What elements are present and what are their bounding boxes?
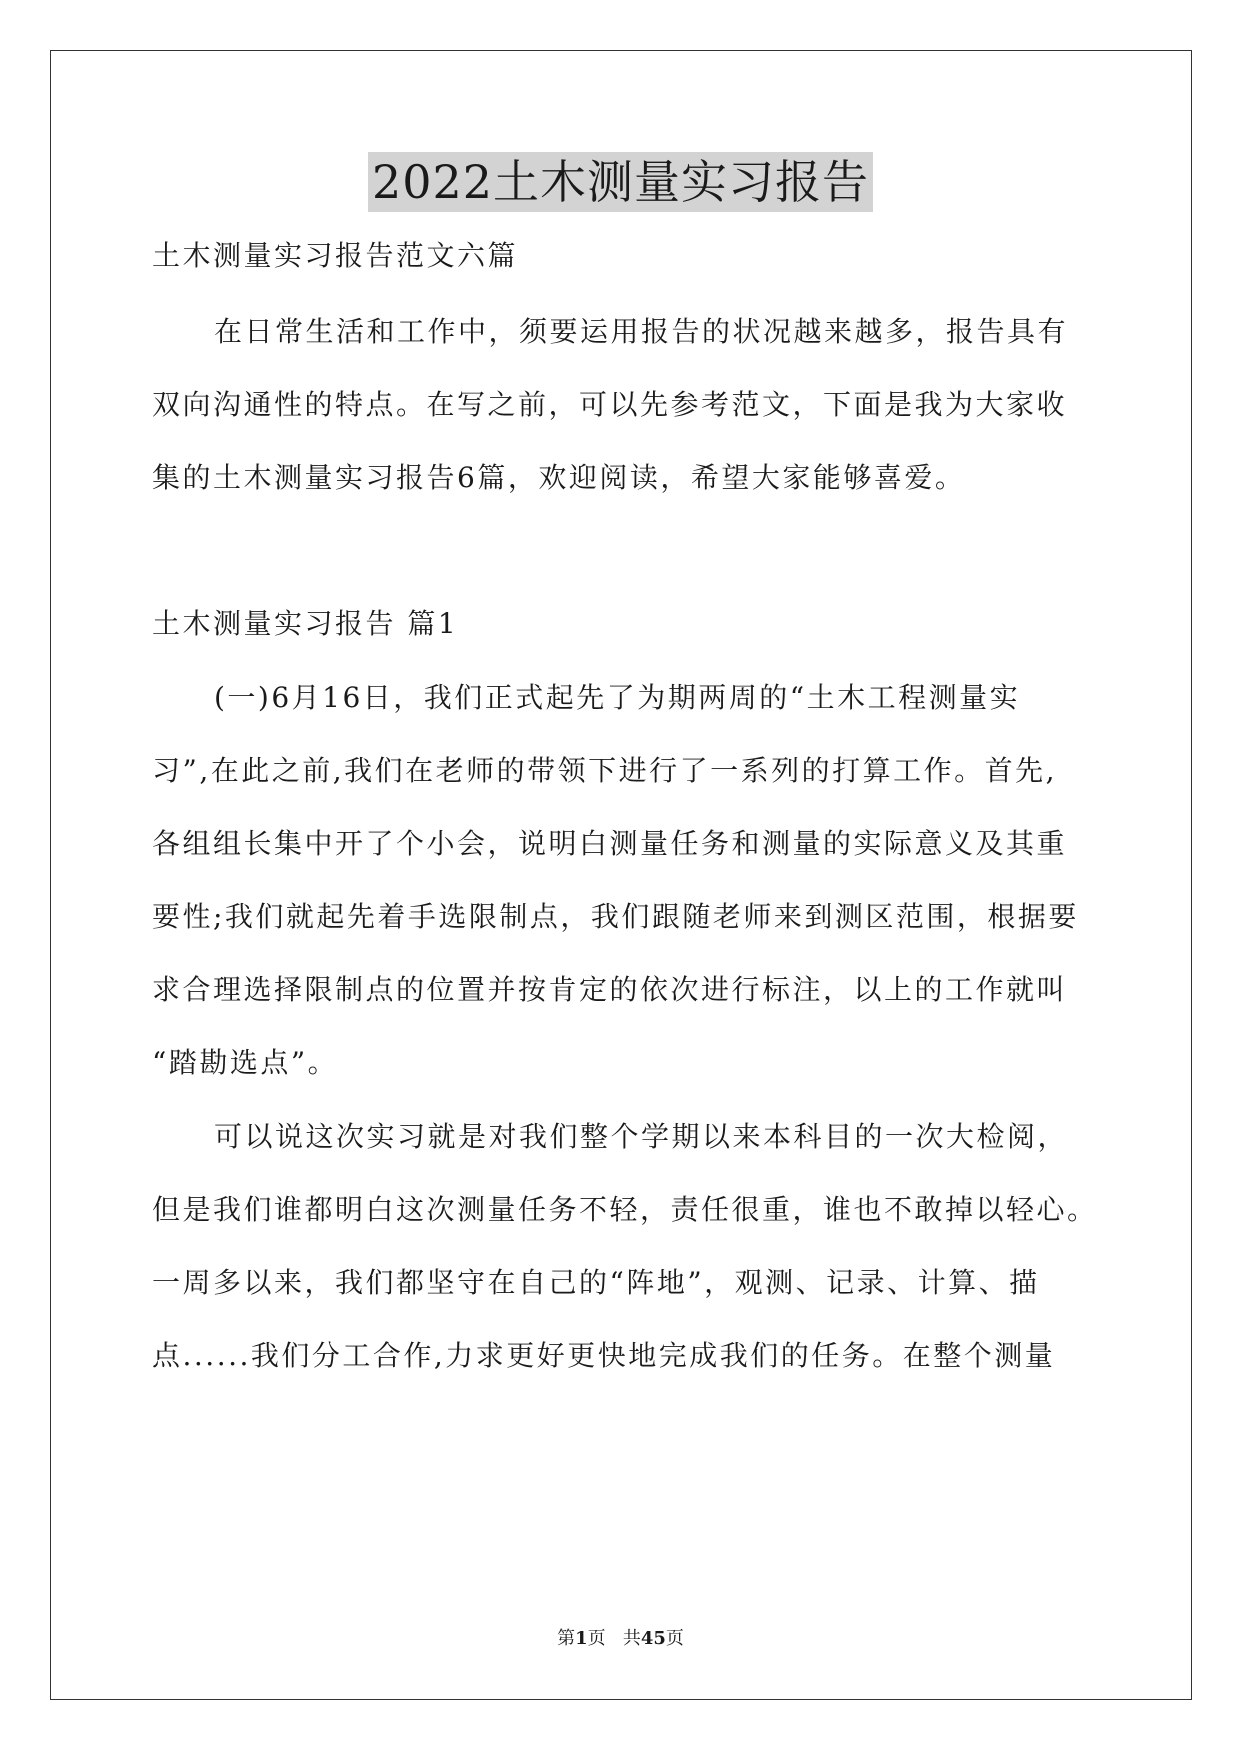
intro-line-3: 集的土木测量实习报告6篇，欢迎阅读，希望大家能够喜爱。: [152, 461, 966, 494]
paragraph1-line-6: “踏勘选点”。: [152, 1046, 339, 1079]
paragraph2-line-3: 一周多以来，我们都坚守在自己的“阵地”，观测、记录、计算、描: [152, 1266, 1040, 1299]
intro-line-2: 双向沟通性的特点。在写之前，可以先参考范文，下面是我为大家收: [152, 388, 1068, 421]
paragraph1-line-1: (一)6月16日，我们正式起先了为期两周的“土木工程测量实: [214, 681, 1021, 714]
paragraph2-line-1: 可以说这次实习就是对我们整个学期以来本科目的一次大检阅，: [214, 1120, 1069, 1153]
footer-page-prefix: 第: [557, 1628, 576, 1649]
footer-page-number: 1: [575, 1628, 588, 1649]
document-title: [0, 152, 1241, 212]
paragraph1-line-5: 求合理选择限制点的位置并按肯定的依次进行标注，以上的工作就叫: [152, 973, 1068, 1006]
paragraph1-line-2: 习”,在此之前,我们在老师的带领下进行了一系列的打算工作。首先,: [152, 754, 1058, 787]
footer-total-prefix: 共: [622, 1628, 641, 1649]
page-border: [50, 50, 1192, 1700]
paragraph2-line-4: 点......我们分工合作,力求更好更快地完成我们的任务。在整个测量: [152, 1339, 1056, 1372]
document-subtitle: 土木测量实习报告范文六篇: [152, 239, 519, 272]
paragraph1-line-4: 要性;我们就起先着手选限制点，我们跟随老师来到测区范围，根据要: [152, 900, 1079, 933]
page-footer: [0, 1627, 1241, 1651]
paragraph1-line-3: 各组组长集中开了个小会，说明白测量任务和测量的实际意义及其重: [152, 827, 1068, 860]
paragraph2-line-2: 但是我们谁都明白这次测量任务不轻，责任很重，谁也不敢掉以轻心。: [152, 1193, 1098, 1226]
footer-total-suffix: 页: [665, 1628, 684, 1649]
intro-line-1: 在日常生活和工作中，须要运用报告的状况越来越多，报告具有: [214, 315, 1069, 348]
document-title-text: 2022土木测量实习报告: [368, 152, 873, 212]
footer-total-pages: 45: [640, 1628, 666, 1649]
footer-page-suffix: 页: [587, 1628, 606, 1649]
section-heading: 土木测量实习报告 篇1: [152, 607, 459, 640]
